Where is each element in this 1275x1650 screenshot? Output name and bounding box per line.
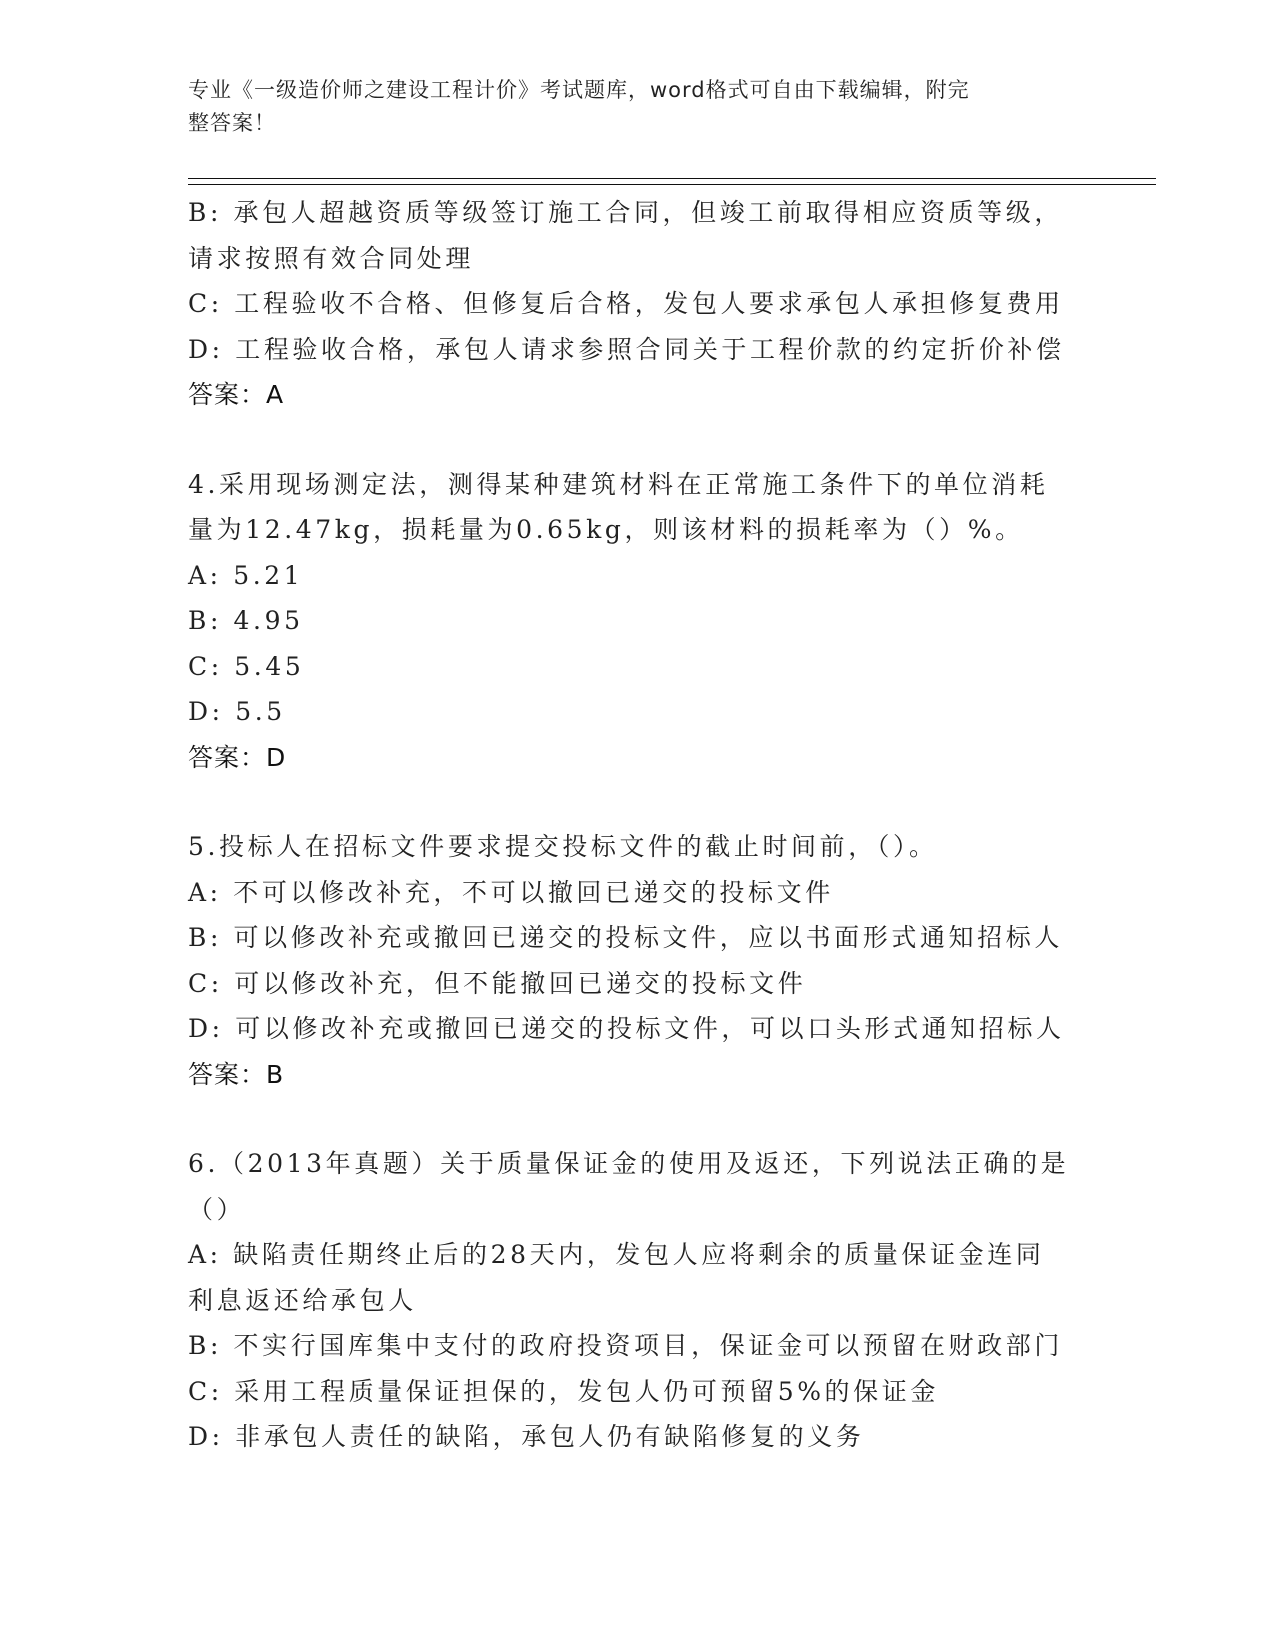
question-3-tail bbox=[188, 190, 1088, 418]
q5-option-d: D: 可以修改补充或撤回已递交的投标文件，可以口头形式通知招标人 bbox=[188, 1014, 1065, 1043]
spacer bbox=[188, 780, 1088, 824]
q5-option-a: A: 不可以修改补充，不可以撤回已递交的投标文件 bbox=[188, 877, 834, 907]
q6-option-b: B: 不实行国库集中支付的政府投资项目，保证金可以预留在财政部门 bbox=[188, 1331, 1063, 1360]
q5-stem: 5.投标人在招标文件要求提交投标文件的截止时间前，（）。 bbox=[188, 832, 938, 861]
q5-option-b: B: 可以修改补充或撤回已递交的投标文件，应以书面形式通知招标人 bbox=[188, 923, 1063, 952]
q4-option-d: D: 5.5 bbox=[188, 697, 286, 726]
q3-option-b-line-2: 请求按照有效合同处理 bbox=[188, 243, 475, 273]
q6-stem-line-1: 6.（2013年真题）关于质量保证金的使用及返还，下列说法正确的是 bbox=[188, 1149, 1070, 1178]
q3-option-c: C: 工程验收不合格、但修复后合格，发包人要求承包人承担修复费用 bbox=[188, 289, 1064, 318]
spacer bbox=[188, 1097, 1088, 1141]
q5-answer: 答案：B bbox=[188, 1059, 285, 1089]
q6-option-a-line-1: A: 缺陷责任期终止后的28天内，发包人应将剩余的质量保证金连同 bbox=[188, 1240, 1045, 1269]
question-5 bbox=[188, 824, 1088, 1097]
header-line-1: 专业《一级造价师之建设工程计价》考试题库，word格式可自由下载编辑，附完 bbox=[188, 78, 970, 102]
header-line-2: 整答案！ bbox=[188, 111, 276, 135]
spacer bbox=[188, 418, 1088, 462]
q3-option-b-line-1: B: 承包人超越资质等级签订施工合同，但竣工前取得相应资质等级， bbox=[188, 198, 1063, 227]
q6-option-d: D: 非承包人责任的缺陷，承包人仍有缺陷修复的义务 bbox=[188, 1422, 865, 1451]
question-content bbox=[188, 190, 1088, 1460]
q6-option-a-line-2: 利息返还给承包人 bbox=[188, 1285, 417, 1315]
question-4 bbox=[188, 462, 1088, 781]
question-6 bbox=[188, 1141, 1088, 1460]
header-divider-top bbox=[188, 178, 1156, 179]
header-divider-bottom bbox=[188, 184, 1156, 185]
q4-option-a: A: 5.21 bbox=[188, 560, 304, 590]
q5-option-c: C: 可以修改补充，但不能撤回已递交的投标文件 bbox=[188, 968, 807, 998]
q4-answer: 答案：D bbox=[188, 742, 287, 772]
q4-stem-line-1: 4.采用现场测定法，测得某种建筑材料在正常施工条件下的单位消耗 bbox=[188, 469, 1049, 499]
q6-option-c: C: 采用工程质量保证担保的，发包人仍可预留5%的保证金 bbox=[188, 1376, 939, 1406]
q6-stem-line-2: （） bbox=[188, 1194, 246, 1224]
q3-option-d: D: 工程验收合格，承包人请求参照合同关于工程价款的约定折价补偿 bbox=[188, 334, 1065, 364]
page-header bbox=[188, 74, 1068, 140]
q4-stem-line-2: 量为12.47kg，损耗量为0.65kg，则该材料的损耗率为（）%。 bbox=[188, 515, 1024, 544]
q4-option-b: B: 4.95 bbox=[188, 606, 304, 635]
q4-option-c: C: 5.45 bbox=[188, 651, 305, 681]
q3-answer: 答案：A bbox=[188, 380, 285, 409]
